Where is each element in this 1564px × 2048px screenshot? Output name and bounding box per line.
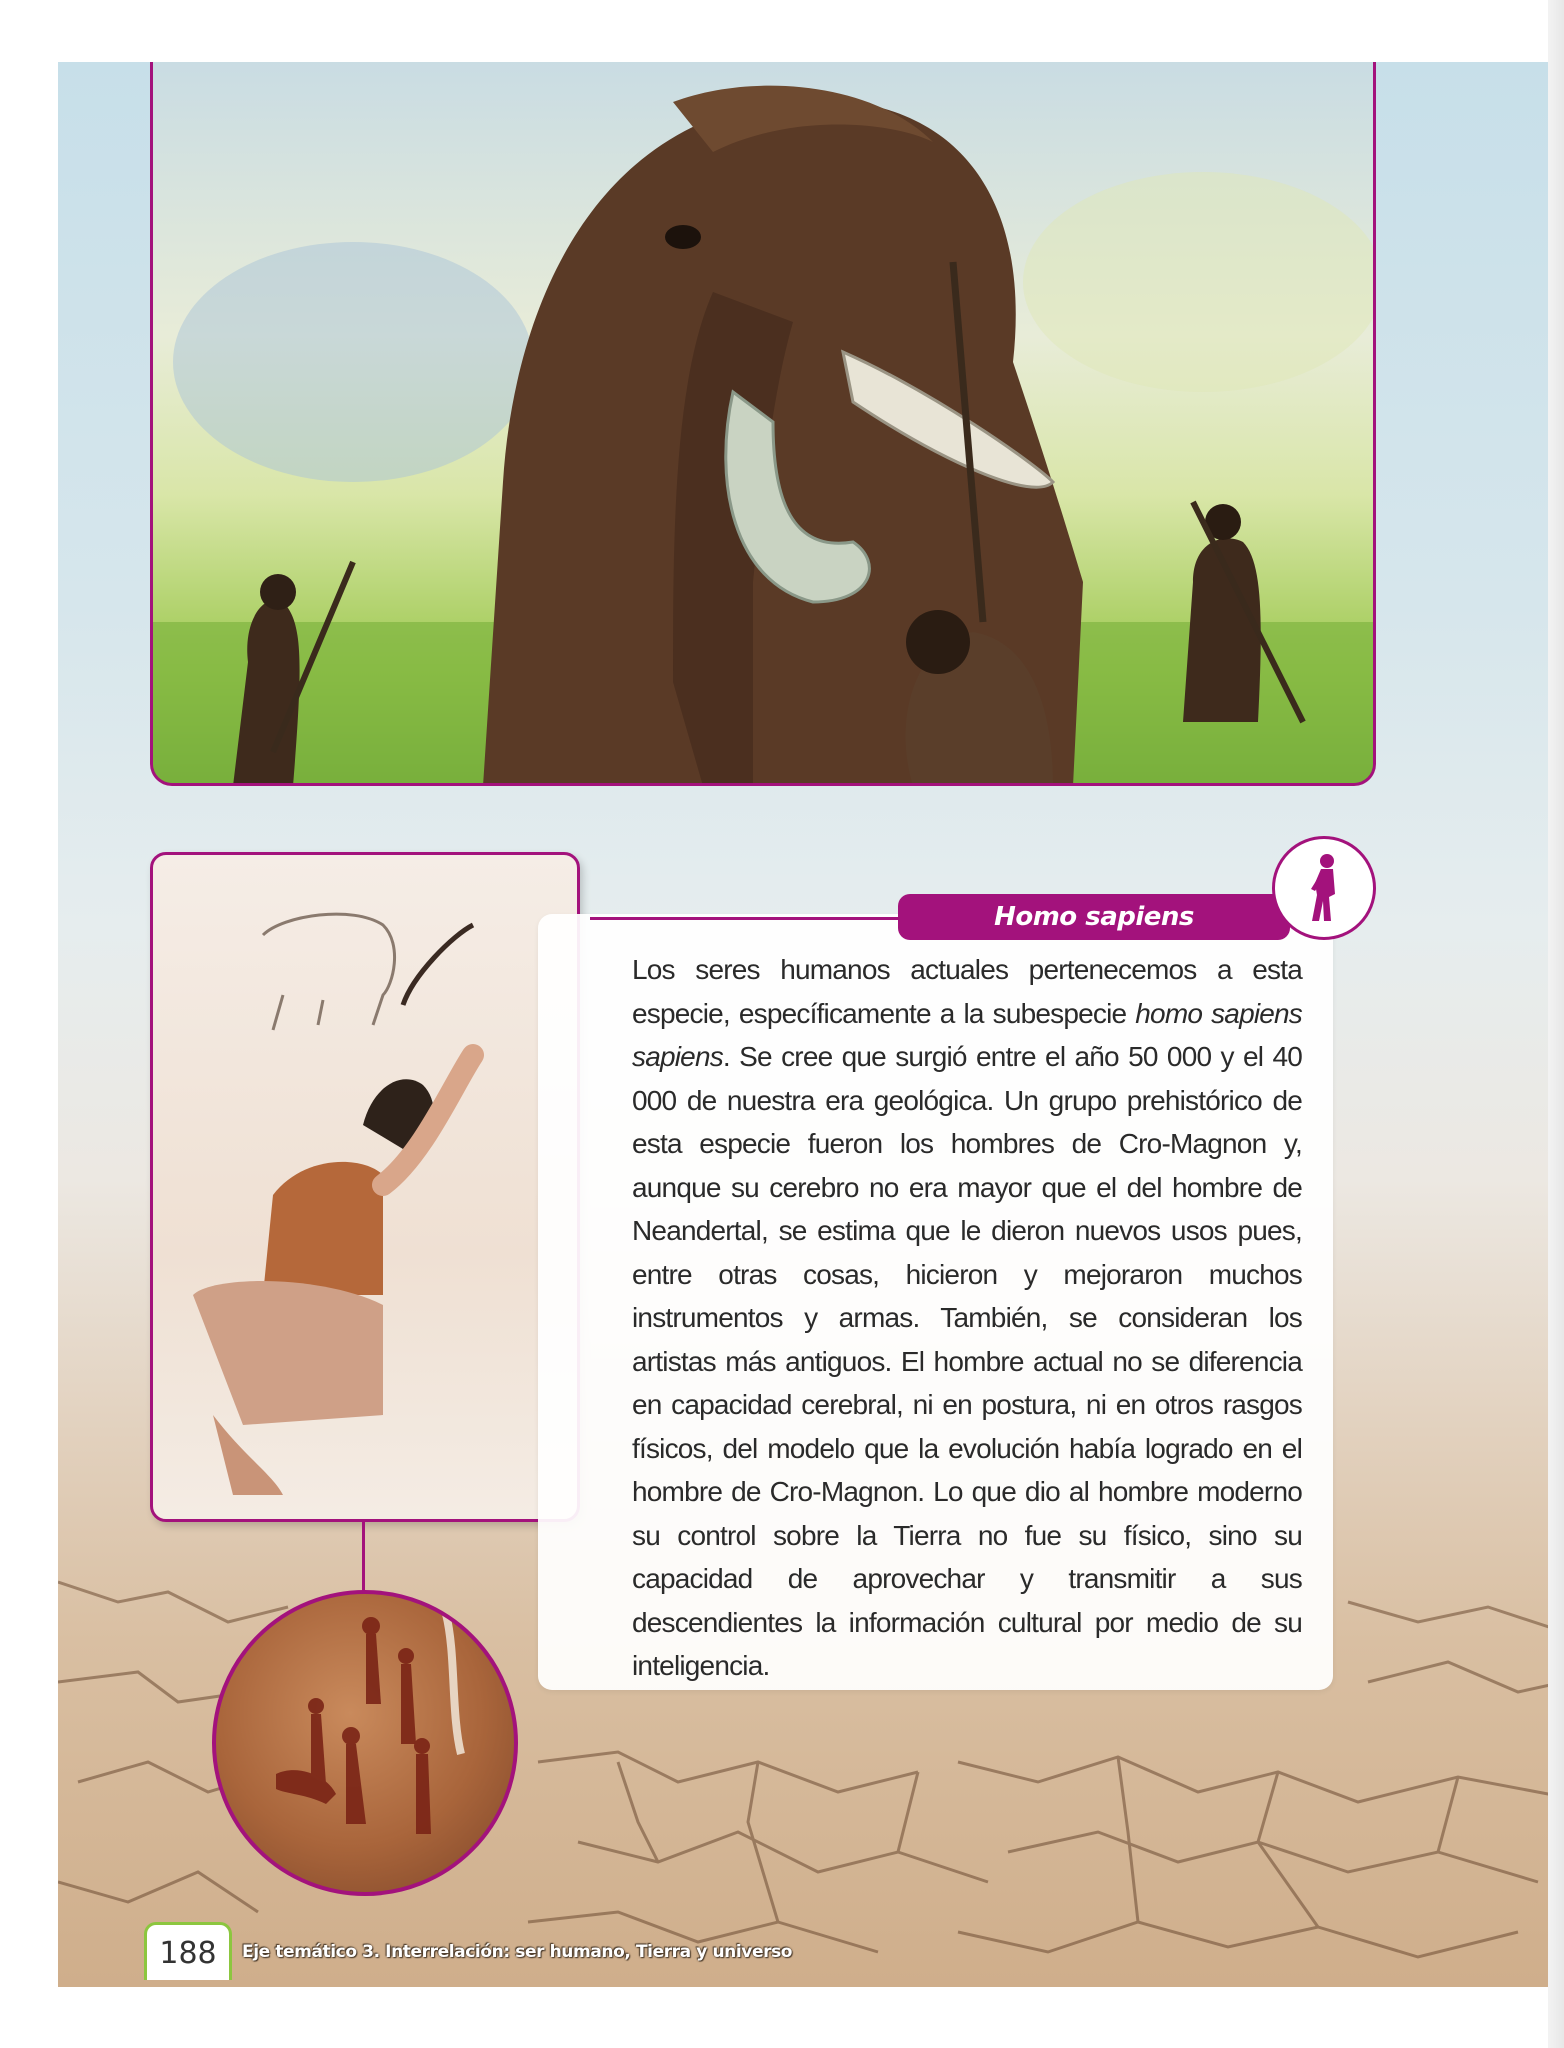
- body-text-italic-subspecies: homo sapiens sapiens: [632, 997, 1303, 1072]
- footer-axis-label: Eje temático 3. Interrelación: ser humano, Tierra y universo: [242, 1942, 793, 1962]
- section-body: [632, 948, 1302, 1688]
- walking-human-icon: [1272, 836, 1376, 940]
- walking-human-silhouette: [1275, 839, 1373, 937]
- rock-art-photo: [212, 1590, 518, 1896]
- page-number: 188: [144, 1922, 232, 1980]
- mammoth-hunt-drawing: [153, 62, 1376, 786]
- cave-painter-drawing: [153, 855, 580, 1522]
- page-edge-strip: [1548, 0, 1564, 2048]
- mammoth-hunt-illustration: [150, 62, 1376, 786]
- cave-painter-illustration: [150, 852, 580, 1522]
- body-text-part-2: . Se cree que surgió entre el año 50 000 y el 40 000 de nuestra era geológica. Un grupo prehistórico de esta especie fueron los hombres de Cro-Magnon y, aunque su cerebro no era mayor que el del hombre de Neandertal, se estima que le dieron nuevos usos pues, entre otras cosas, hicieron y mejoraron muchos instrumentos y armas. También, se consideran los artistas más antiguos. El hombre actual no se diferencia en capacidad cerebral, ni en postura, ni en otros rasgos físicos, del modelo que la evolución había logrado en el hombre de Cro-Magnon. Lo que dio al hombre moderno su control sobre la Tierra no fue su físico, sino su capacidad de aprovechar y transmitir a sus descendientes la información cultural por medio de su inteligencia.: [632, 1041, 1302, 1681]
- section-title: Homo sapiens: [898, 894, 1290, 940]
- image-connector-line: [362, 1522, 365, 1592]
- body-text-part-1: Los seres humanos actuales pertenecemos a esta especie, específicamente a la subespecie: [632, 954, 1302, 1029]
- rock-art-figures: [216, 1594, 518, 1896]
